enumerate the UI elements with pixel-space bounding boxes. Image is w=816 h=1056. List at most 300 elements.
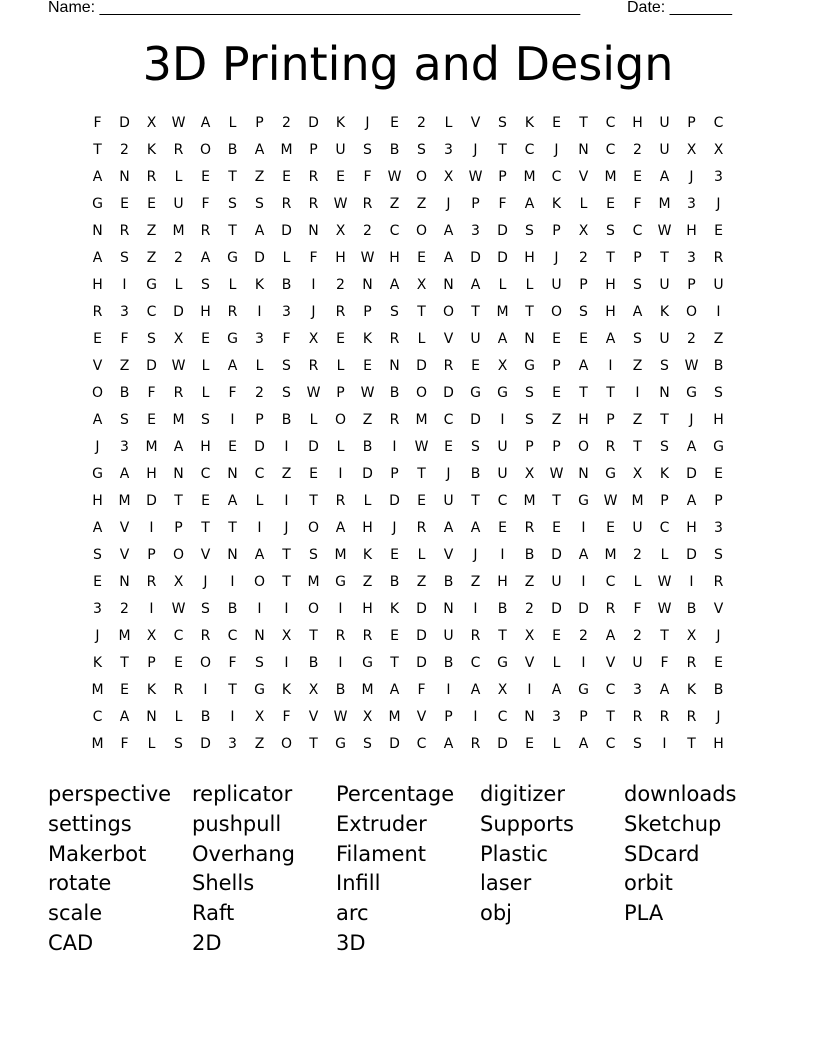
- grid-letter[interactable]: M: [307, 574, 320, 590]
- grid-letter[interactable]: O: [415, 223, 428, 239]
- grid-letter[interactable]: S: [309, 547, 318, 563]
- grid-letter[interactable]: W: [603, 493, 618, 509]
- grid-letter[interactable]: P: [255, 412, 264, 428]
- grid-letter[interactable]: K: [551, 196, 562, 212]
- grid-letter[interactable]: T: [660, 628, 669, 644]
- grid-letter[interactable]: M: [280, 142, 293, 158]
- grid-letter[interactable]: H: [686, 520, 697, 536]
- grid-letter[interactable]: P: [687, 277, 696, 293]
- grid-letter[interactable]: J: [554, 142, 559, 158]
- grid-letter[interactable]: L: [309, 412, 318, 428]
- grid-letter[interactable]: M: [172, 412, 185, 428]
- grid-letter[interactable]: P: [579, 709, 588, 725]
- grid-letter[interactable]: I: [338, 655, 343, 671]
- grid-letter[interactable]: Z: [470, 574, 481, 590]
- grid-letter[interactable]: R: [632, 709, 643, 725]
- grid-letter[interactable]: D: [308, 115, 319, 131]
- grid-letter[interactable]: P: [552, 223, 561, 239]
- grid-letter[interactable]: O: [91, 385, 104, 401]
- grid-letter[interactable]: Z: [281, 466, 292, 482]
- grid-letter[interactable]: E: [174, 655, 183, 671]
- grid-letter[interactable]: S: [579, 304, 588, 320]
- grid-letter[interactable]: I: [581, 574, 586, 590]
- grid-letter[interactable]: H: [335, 250, 346, 266]
- grid-letter[interactable]: I: [230, 574, 235, 590]
- grid-letter[interactable]: R: [173, 142, 184, 158]
- grid-letter[interactable]: G: [254, 682, 265, 698]
- grid-letter[interactable]: A: [578, 547, 589, 563]
- grid-letter[interactable]: L: [417, 331, 426, 347]
- grid-letter[interactable]: E: [714, 466, 723, 482]
- grid-letter[interactable]: H: [578, 412, 589, 428]
- grid-letter[interactable]: V: [524, 655, 535, 671]
- grid-letter[interactable]: G: [578, 682, 589, 698]
- grid-letter[interactable]: P: [471, 196, 480, 212]
- grid-letter[interactable]: F: [363, 169, 372, 185]
- grid-letter[interactable]: R: [92, 304, 103, 320]
- grid-letter[interactable]: P: [309, 142, 318, 158]
- grid-letter[interactable]: W: [414, 439, 429, 455]
- grid-letter[interactable]: Z: [254, 736, 265, 752]
- grid-letter[interactable]: S: [525, 385, 534, 401]
- grid-letter[interactable]: T: [579, 115, 588, 131]
- grid-letter[interactable]: W: [171, 358, 186, 374]
- grid-letter[interactable]: 2: [633, 142, 642, 158]
- grid-letter[interactable]: T: [228, 223, 237, 239]
- grid-letter[interactable]: L: [498, 277, 507, 293]
- grid-letter[interactable]: A: [524, 196, 535, 212]
- grid-letter[interactable]: Z: [416, 574, 427, 590]
- grid-letter[interactable]: C: [146, 304, 157, 320]
- grid-letter[interactable]: P: [633, 250, 642, 266]
- grid-letter[interactable]: L: [201, 358, 210, 374]
- grid-letter[interactable]: M: [91, 682, 104, 698]
- grid-letter[interactable]: W: [360, 250, 375, 266]
- grid-letter[interactable]: U: [335, 142, 346, 158]
- grid-letter[interactable]: V: [119, 547, 130, 563]
- grid-letter[interactable]: O: [172, 547, 185, 563]
- grid-letter[interactable]: I: [500, 412, 505, 428]
- grid-letter[interactable]: R: [389, 331, 400, 347]
- grid-letter[interactable]: D: [551, 547, 562, 563]
- grid-letter[interactable]: F: [120, 331, 129, 347]
- grid-letter[interactable]: D: [119, 115, 130, 131]
- grid-letter[interactable]: X: [146, 115, 157, 131]
- grid-letter[interactable]: B: [389, 142, 400, 158]
- grid-letter[interactable]: N: [308, 223, 319, 239]
- grid-letter[interactable]: R: [281, 196, 292, 212]
- grid-letter[interactable]: B: [227, 601, 238, 617]
- grid-letter[interactable]: R: [470, 628, 481, 644]
- grid-letter[interactable]: D: [173, 304, 184, 320]
- grid-letter[interactable]: L: [228, 277, 237, 293]
- grid-letter[interactable]: R: [308, 358, 319, 374]
- grid-letter[interactable]: 2: [579, 250, 588, 266]
- grid-letter[interactable]: P: [390, 466, 399, 482]
- grid-letter[interactable]: P: [606, 412, 615, 428]
- grid-letter[interactable]: U: [551, 277, 562, 293]
- grid-letter[interactable]: F: [228, 385, 237, 401]
- grid-letter[interactable]: F: [660, 655, 669, 671]
- grid-letter[interactable]: S: [255, 655, 264, 671]
- grid-letter[interactable]: T: [390, 655, 399, 671]
- grid-letter[interactable]: I: [473, 709, 478, 725]
- grid-letter[interactable]: A: [389, 277, 400, 293]
- grid-letter[interactable]: G: [686, 385, 697, 401]
- grid-letter[interactable]: Z: [632, 412, 643, 428]
- grid-letter[interactable]: E: [471, 358, 480, 374]
- grid-letter[interactable]: 2: [120, 142, 129, 158]
- grid-letter[interactable]: H: [605, 304, 616, 320]
- grid-letter[interactable]: J: [554, 250, 559, 266]
- grid-letter[interactable]: E: [93, 331, 102, 347]
- grid-letter[interactable]: O: [550, 304, 563, 320]
- grid-letter[interactable]: B: [686, 601, 697, 617]
- grid-letter[interactable]: E: [201, 169, 210, 185]
- grid-letter[interactable]: S: [660, 358, 669, 374]
- grid-letter[interactable]: A: [254, 547, 265, 563]
- grid-letter[interactable]: G: [605, 466, 616, 482]
- grid-letter[interactable]: C: [632, 223, 643, 239]
- grid-letter[interactable]: A: [605, 628, 616, 644]
- grid-letter[interactable]: G: [227, 331, 238, 347]
- grid-letter[interactable]: W: [387, 169, 402, 185]
- grid-letter[interactable]: E: [390, 628, 399, 644]
- grid-letter[interactable]: B: [443, 655, 454, 671]
- grid-letter[interactable]: S: [471, 439, 480, 455]
- grid-letter[interactable]: O: [685, 304, 698, 320]
- grid-letter[interactable]: H: [200, 439, 211, 455]
- grid-letter[interactable]: N: [524, 709, 535, 725]
- grid-letter[interactable]: C: [470, 655, 481, 671]
- grid-letter[interactable]: C: [200, 466, 211, 482]
- grid-letter[interactable]: F: [417, 682, 426, 698]
- grid-letter[interactable]: B: [308, 655, 319, 671]
- grid-letter[interactable]: G: [362, 655, 373, 671]
- grid-letter[interactable]: L: [174, 709, 183, 725]
- grid-letter[interactable]: I: [716, 304, 721, 320]
- grid-letter[interactable]: 3: [552, 709, 561, 725]
- grid-letter[interactable]: T: [282, 574, 291, 590]
- grid-letter[interactable]: O: [280, 736, 293, 752]
- grid-letter[interactable]: C: [497, 709, 508, 725]
- grid-letter[interactable]: W: [360, 385, 375, 401]
- grid-letter[interactable]: K: [146, 142, 157, 158]
- grid-letter[interactable]: L: [363, 493, 372, 509]
- grid-letter[interactable]: E: [120, 196, 129, 212]
- grid-letter[interactable]: L: [552, 736, 561, 752]
- grid-letter[interactable]: U: [551, 574, 562, 590]
- grid-letter[interactable]: R: [200, 223, 211, 239]
- grid-letter[interactable]: K: [659, 466, 670, 482]
- grid-letter[interactable]: 2: [525, 601, 534, 617]
- grid-letter[interactable]: A: [632, 304, 643, 320]
- grid-letter[interactable]: W: [171, 115, 186, 131]
- grid-letter[interactable]: R: [362, 628, 373, 644]
- grid-letter[interactable]: J: [284, 520, 289, 536]
- grid-letter[interactable]: S: [282, 358, 291, 374]
- grid-letter[interactable]: B: [524, 547, 535, 563]
- grid-letter[interactable]: U: [497, 466, 508, 482]
- grid-letter[interactable]: V: [308, 709, 319, 725]
- grid-letter[interactable]: J: [446, 466, 451, 482]
- grid-letter[interactable]: T: [471, 493, 480, 509]
- grid-letter[interactable]: D: [416, 628, 427, 644]
- grid-letter[interactable]: G: [578, 493, 589, 509]
- grid-letter[interactable]: F: [633, 601, 642, 617]
- grid-letter[interactable]: C: [551, 169, 562, 185]
- grid-letter[interactable]: B: [119, 385, 130, 401]
- grid-letter[interactable]: N: [92, 223, 103, 239]
- grid-letter[interactable]: S: [282, 385, 291, 401]
- grid-letter[interactable]: 2: [282, 115, 291, 131]
- grid-letter[interactable]: N: [146, 709, 157, 725]
- grid-letter[interactable]: X: [173, 331, 184, 347]
- grid-letter[interactable]: S: [606, 223, 615, 239]
- grid-letter[interactable]: F: [120, 736, 129, 752]
- grid-letter[interactable]: D: [389, 493, 400, 509]
- grid-letter[interactable]: A: [443, 223, 454, 239]
- grid-letter[interactable]: F: [282, 709, 291, 725]
- grid-letter[interactable]: E: [552, 115, 561, 131]
- grid-letter[interactable]: I: [392, 439, 397, 455]
- grid-letter[interactable]: T: [471, 304, 480, 320]
- grid-letter[interactable]: W: [468, 169, 483, 185]
- grid-letter[interactable]: I: [581, 520, 586, 536]
- grid-letter[interactable]: H: [713, 736, 724, 752]
- grid-letter[interactable]: O: [415, 169, 428, 185]
- grid-letter[interactable]: A: [92, 250, 103, 266]
- grid-letter[interactable]: K: [524, 115, 535, 131]
- grid-letter[interactable]: D: [497, 736, 508, 752]
- grid-letter[interactable]: V: [605, 655, 616, 671]
- grid-letter[interactable]: L: [579, 196, 588, 212]
- grid-letter[interactable]: B: [362, 439, 373, 455]
- grid-letter[interactable]: E: [606, 196, 615, 212]
- grid-letter[interactable]: N: [443, 601, 454, 617]
- grid-letter[interactable]: D: [200, 736, 211, 752]
- grid-letter[interactable]: 2: [633, 628, 642, 644]
- grid-letter[interactable]: L: [255, 358, 264, 374]
- grid-letter[interactable]: J: [473, 547, 478, 563]
- grid-letter[interactable]: E: [498, 520, 507, 536]
- grid-letter[interactable]: I: [230, 709, 235, 725]
- grid-letter[interactable]: I: [122, 277, 127, 293]
- grid-letter[interactable]: C: [227, 628, 238, 644]
- grid-letter[interactable]: X: [497, 682, 508, 698]
- grid-letter[interactable]: C: [605, 115, 616, 131]
- grid-letter[interactable]: K: [362, 547, 373, 563]
- grid-letter[interactable]: C: [173, 628, 184, 644]
- grid-letter[interactable]: E: [444, 439, 453, 455]
- grid-letter[interactable]: T: [120, 655, 129, 671]
- grid-letter[interactable]: Z: [551, 412, 562, 428]
- grid-letter[interactable]: W: [657, 574, 672, 590]
- grid-letter[interactable]: X: [254, 709, 265, 725]
- grid-letter[interactable]: I: [149, 601, 154, 617]
- grid-letter[interactable]: L: [174, 169, 183, 185]
- grid-letter[interactable]: M: [523, 169, 536, 185]
- grid-letter[interactable]: O: [307, 520, 320, 536]
- grid-letter[interactable]: A: [92, 520, 103, 536]
- grid-letter[interactable]: A: [470, 277, 481, 293]
- grid-letter[interactable]: C: [605, 142, 616, 158]
- grid-letter[interactable]: U: [659, 277, 670, 293]
- grid-letter[interactable]: R: [686, 655, 697, 671]
- grid-letter[interactable]: E: [147, 412, 156, 428]
- grid-letter[interactable]: E: [147, 196, 156, 212]
- grid-letter[interactable]: M: [361, 682, 374, 698]
- grid-letter[interactable]: C: [713, 115, 724, 131]
- grid-letter[interactable]: M: [631, 493, 644, 509]
- grid-letter[interactable]: R: [200, 628, 211, 644]
- grid-letter[interactable]: G: [146, 277, 157, 293]
- grid-letter[interactable]: A: [173, 439, 184, 455]
- grid-letter[interactable]: R: [713, 574, 724, 590]
- grid-letter[interactable]: I: [149, 520, 154, 536]
- grid-letter[interactable]: 2: [120, 601, 129, 617]
- grid-letter[interactable]: U: [443, 493, 454, 509]
- grid-letter[interactable]: Z: [632, 358, 643, 374]
- grid-letter[interactable]: N: [173, 466, 184, 482]
- grid-letter[interactable]: N: [227, 547, 238, 563]
- grid-letter[interactable]: C: [605, 736, 616, 752]
- grid-letter[interactable]: Z: [146, 223, 157, 239]
- grid-letter[interactable]: S: [714, 547, 723, 563]
- grid-letter[interactable]: H: [605, 277, 616, 293]
- grid-letter[interactable]: B: [713, 682, 724, 698]
- grid-letter[interactable]: J: [95, 628, 100, 644]
- grid-letter[interactable]: X: [524, 466, 535, 482]
- grid-letter[interactable]: H: [497, 574, 508, 590]
- grid-letter[interactable]: H: [92, 493, 103, 509]
- grid-letter[interactable]: B: [389, 574, 400, 590]
- grid-letter[interactable]: E: [390, 115, 399, 131]
- grid-letter[interactable]: U: [632, 520, 643, 536]
- grid-letter[interactable]: E: [228, 439, 237, 455]
- grid-letter[interactable]: L: [444, 115, 453, 131]
- grid-letter[interactable]: W: [306, 385, 321, 401]
- grid-letter[interactable]: F: [498, 196, 507, 212]
- grid-letter[interactable]: D: [254, 439, 265, 455]
- grid-letter[interactable]: S: [525, 223, 534, 239]
- grid-letter[interactable]: A: [470, 682, 481, 698]
- grid-letter[interactable]: K: [92, 655, 103, 671]
- grid-letter[interactable]: J: [95, 439, 100, 455]
- grid-letter[interactable]: Z: [146, 250, 157, 266]
- grid-letter[interactable]: W: [657, 223, 672, 239]
- grid-letter[interactable]: W: [684, 358, 699, 374]
- grid-letter[interactable]: G: [335, 574, 346, 590]
- grid-letter[interactable]: E: [552, 520, 561, 536]
- grid-letter[interactable]: 3: [282, 304, 291, 320]
- grid-letter[interactable]: R: [146, 169, 157, 185]
- grid-letter[interactable]: A: [227, 358, 238, 374]
- grid-letter[interactable]: E: [525, 736, 534, 752]
- grid-letter[interactable]: X: [308, 682, 319, 698]
- grid-letter[interactable]: I: [473, 601, 478, 617]
- grid-letter[interactable]: X: [416, 277, 427, 293]
- grid-letter[interactable]: T: [417, 304, 426, 320]
- grid-letter[interactable]: A: [200, 115, 211, 131]
- grid-letter[interactable]: G: [470, 385, 481, 401]
- grid-letter[interactable]: T: [633, 439, 642, 455]
- grid-letter[interactable]: V: [416, 709, 427, 725]
- grid-letter[interactable]: F: [633, 196, 642, 212]
- grid-letter[interactable]: 2: [687, 331, 696, 347]
- grid-letter[interactable]: C: [497, 493, 508, 509]
- grid-letter[interactable]: S: [660, 439, 669, 455]
- grid-letter[interactable]: T: [228, 169, 237, 185]
- grid-letter[interactable]: T: [579, 385, 588, 401]
- grid-letter[interactable]: A: [92, 169, 103, 185]
- grid-letter[interactable]: B: [200, 709, 211, 725]
- grid-letter[interactable]: K: [254, 277, 265, 293]
- grid-letter[interactable]: E: [390, 547, 399, 563]
- grid-letter[interactable]: G: [92, 466, 103, 482]
- grid-letter[interactable]: W: [657, 601, 672, 617]
- grid-letter[interactable]: O: [199, 655, 212, 671]
- grid-letter[interactable]: X: [362, 709, 373, 725]
- grid-letter[interactable]: E: [633, 169, 642, 185]
- grid-letter[interactable]: M: [118, 493, 131, 509]
- grid-letter[interactable]: 3: [714, 520, 723, 536]
- grid-letter[interactable]: D: [497, 223, 508, 239]
- grid-letter[interactable]: T: [93, 142, 102, 158]
- grid-letter[interactable]: S: [714, 385, 723, 401]
- grid-letter[interactable]: C: [254, 466, 265, 482]
- grid-letter[interactable]: E: [363, 358, 372, 374]
- grid-letter[interactable]: C: [443, 412, 454, 428]
- grid-letter[interactable]: D: [470, 412, 481, 428]
- grid-letter[interactable]: A: [443, 736, 454, 752]
- grid-letter[interactable]: L: [174, 277, 183, 293]
- grid-letter[interactable]: P: [525, 439, 534, 455]
- grid-letter[interactable]: B: [335, 682, 346, 698]
- grid-letter[interactable]: J: [689, 169, 694, 185]
- grid-letter[interactable]: 3: [444, 142, 453, 158]
- grid-letter[interactable]: A: [443, 250, 454, 266]
- grid-letter[interactable]: I: [257, 520, 262, 536]
- grid-letter[interactable]: X: [281, 628, 292, 644]
- grid-letter[interactable]: L: [660, 547, 669, 563]
- grid-letter[interactable]: Z: [362, 412, 373, 428]
- grid-letter[interactable]: 3: [93, 601, 102, 617]
- grid-letter[interactable]: X: [497, 358, 508, 374]
- date-field-line[interactable]: Date: _______: [627, 0, 732, 16]
- grid-letter[interactable]: R: [362, 196, 373, 212]
- grid-letter[interactable]: B: [497, 601, 508, 617]
- grid-letter[interactable]: T: [552, 493, 561, 509]
- grid-letter[interactable]: T: [498, 628, 507, 644]
- grid-letter[interactable]: M: [658, 196, 671, 212]
- grid-letter[interactable]: 3: [228, 736, 237, 752]
- grid-letter[interactable]: K: [389, 601, 400, 617]
- grid-letter[interactable]: A: [200, 250, 211, 266]
- grid-letter[interactable]: 2: [579, 628, 588, 644]
- grid-letter[interactable]: R: [416, 520, 427, 536]
- grid-letter[interactable]: H: [632, 115, 643, 131]
- grid-letter[interactable]: I: [230, 412, 235, 428]
- grid-letter[interactable]: S: [201, 601, 210, 617]
- grid-letter[interactable]: E: [93, 574, 102, 590]
- grid-letter[interactable]: S: [633, 331, 642, 347]
- grid-letter[interactable]: S: [201, 412, 210, 428]
- grid-letter[interactable]: X: [308, 331, 319, 347]
- grid-letter[interactable]: A: [254, 142, 265, 158]
- grid-letter[interactable]: I: [284, 655, 289, 671]
- grid-letter[interactable]: Z: [524, 574, 535, 590]
